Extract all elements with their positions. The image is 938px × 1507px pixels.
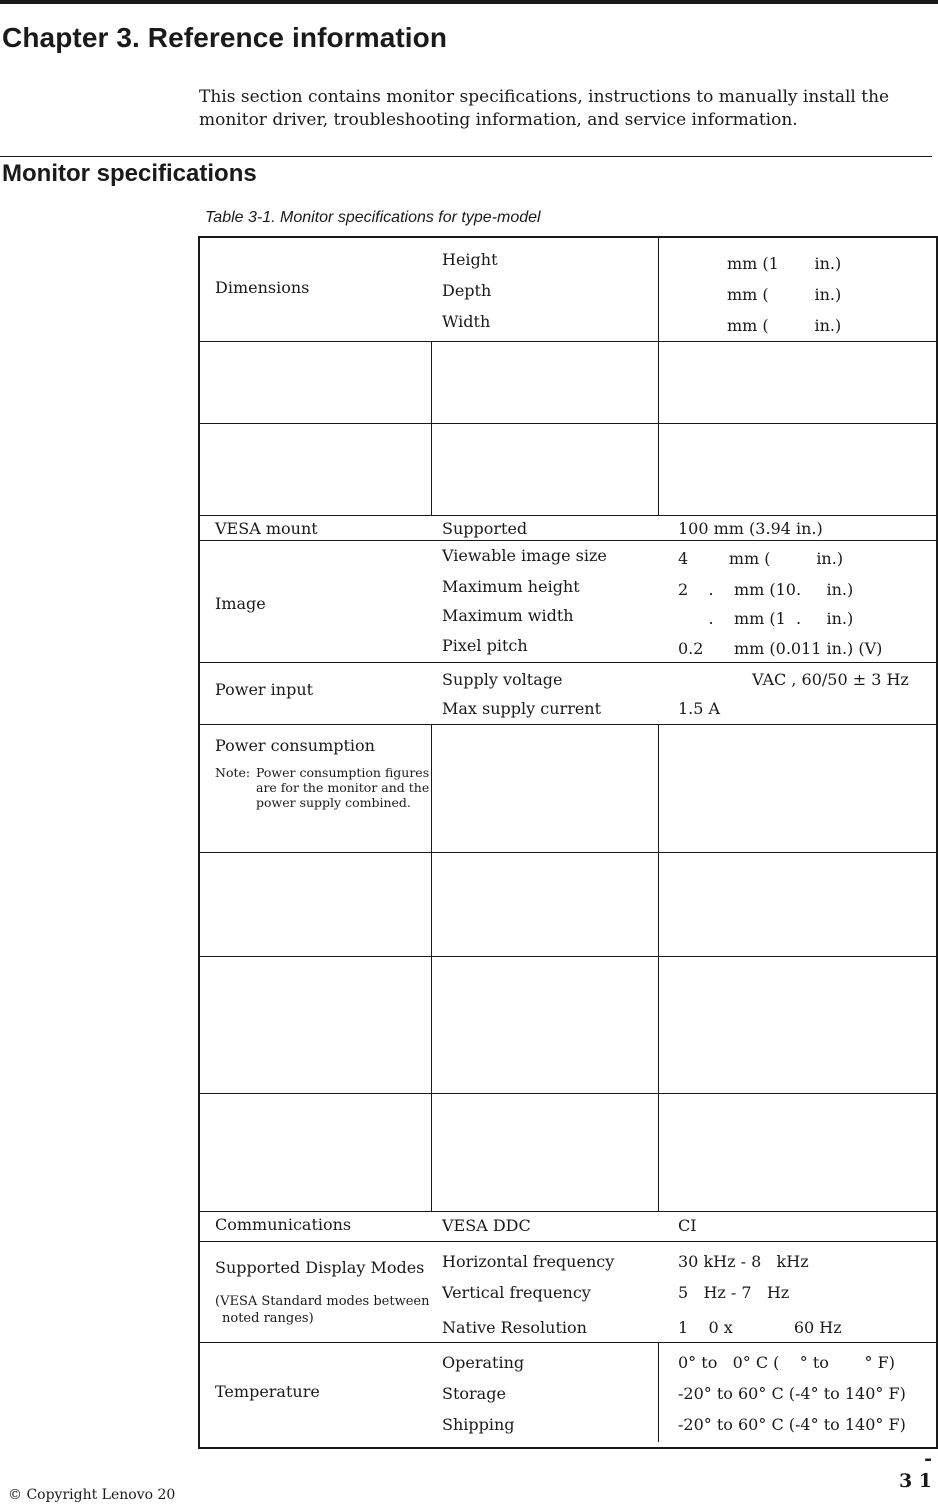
item-maximum-width: Maximum width bbox=[442, 606, 574, 625]
value-width: mm ( in.) bbox=[727, 316, 842, 335]
value-pixel-pitch: 0.2 mm (0.011 in.) (V) bbox=[678, 639, 883, 658]
item-storage: Storage bbox=[442, 1384, 506, 1403]
item-pixel-pitch: Pixel pitch bbox=[442, 636, 528, 655]
row-label-image: Image bbox=[215, 594, 266, 613]
row-divider bbox=[200, 423, 936, 424]
display-modes-note-1: (VESA Standard modes between bbox=[215, 1294, 430, 1309]
item-supported: Supported bbox=[442, 519, 528, 538]
row-divider bbox=[200, 1211, 936, 1212]
column-divider bbox=[658, 724, 659, 1211]
row-divider bbox=[200, 956, 936, 957]
table-caption: Table 3-1. Monitor specifications for type-model bbox=[205, 209, 541, 226]
value-height: mm (1 in.) bbox=[727, 254, 842, 273]
row-divider bbox=[200, 852, 936, 853]
item-horizontal-frequency: Horizontal frequency bbox=[442, 1252, 615, 1271]
row-label-temperature: Temperature bbox=[215, 1382, 320, 1401]
row-label-power-input: Power input bbox=[215, 680, 314, 699]
value-vesa-mount: 100 mm (3.94 in.) bbox=[678, 519, 823, 538]
item-depth: Depth bbox=[442, 281, 492, 300]
spec-table bbox=[198, 236, 938, 1449]
section-title: Monitor specifications bbox=[2, 160, 257, 187]
row-divider bbox=[200, 540, 936, 541]
row-label-display-modes: Supported Display Modes bbox=[215, 1258, 425, 1277]
row-label-communications: Communications bbox=[215, 1215, 352, 1234]
item-width: Width bbox=[442, 312, 491, 331]
intro-line-2: monitor driver, troubleshooting information, and service information. bbox=[199, 110, 798, 130]
item-native-resolution: Native Resolution bbox=[442, 1318, 587, 1337]
value-supply-voltage: VAC , 60/50 ± 3 Hz bbox=[752, 670, 909, 689]
power-note-line-2: are for the monitor and the bbox=[256, 780, 430, 795]
footer-copyright: © Copyright Lenovo 20 bbox=[8, 1487, 176, 1503]
top-rule bbox=[0, 0, 938, 4]
item-max-supply-current: Max supply current bbox=[442, 699, 602, 718]
row-label-vesa-mount: VESA mount bbox=[215, 519, 318, 538]
row-divider bbox=[200, 1093, 936, 1094]
page-number bbox=[899, 1448, 932, 1492]
intro-paragraph bbox=[199, 86, 919, 132]
item-height: Height bbox=[442, 250, 498, 269]
item-shipping: Shipping bbox=[442, 1415, 515, 1434]
power-note-line-3: power supply combined. bbox=[256, 795, 411, 810]
column-divider bbox=[658, 238, 659, 515]
section-rule bbox=[0, 156, 932, 157]
value-maximum-width: . mm (1 . in.) bbox=[678, 609, 854, 628]
value-maximum-height: 2 . mm (10. in.) bbox=[678, 580, 854, 599]
page-number-value: 3 1 bbox=[898, 1470, 932, 1492]
value-horizontal-frequency: 30 kHz - 8 kHz bbox=[678, 1252, 809, 1271]
display-modes-note-2: noted ranges) bbox=[222, 1311, 314, 1326]
value-max-supply-current: 1.5 A bbox=[678, 699, 721, 718]
row-divider bbox=[200, 515, 936, 516]
value-vertical-frequency: 5 Hz - 7 Hz bbox=[678, 1283, 790, 1302]
item-vesa-ddc: VESA DDC bbox=[442, 1216, 531, 1235]
column-divider bbox=[431, 724, 432, 1211]
row-label-power-consumption: Power consumption bbox=[215, 736, 375, 755]
row-divider bbox=[200, 724, 936, 725]
row-divider bbox=[200, 662, 936, 663]
chapter-title: Chapter 3. Reference information bbox=[2, 22, 448, 53]
page-number-dash: - bbox=[924, 1448, 932, 1470]
row-label-dimensions: Dimensions bbox=[215, 278, 310, 297]
intro-line-1: This section contains monitor specifications, instructions to manually install the bbox=[199, 87, 890, 107]
item-viewable-image-size: Viewable image size bbox=[442, 546, 607, 565]
value-communications: CI bbox=[678, 1216, 697, 1235]
value-viewable-image-size: 4 mm ( in.) bbox=[678, 549, 844, 568]
column-divider bbox=[658, 1342, 659, 1442]
row-divider bbox=[200, 1342, 936, 1343]
row-divider bbox=[200, 341, 936, 342]
value-depth: mm ( in.) bbox=[727, 285, 842, 304]
column-divider bbox=[431, 341, 432, 515]
value-operating: 0° to 0° C ( ° to ° F) bbox=[678, 1353, 895, 1372]
power-note-prefix: Note: bbox=[215, 765, 251, 780]
item-supply-voltage: Supply voltage bbox=[442, 670, 563, 689]
item-operating: Operating bbox=[442, 1353, 525, 1372]
row-divider bbox=[200, 1241, 936, 1242]
value-native-resolution: 1 0 x 60 Hz bbox=[678, 1318, 842, 1337]
value-storage: -20° to 60° C (-4° to 140° F) bbox=[678, 1384, 906, 1403]
item-maximum-height: Maximum height bbox=[442, 577, 580, 596]
power-note-line-1: Power consumption figures bbox=[256, 765, 430, 780]
value-shipping: -20° to 60° C (-4° to 140° F) bbox=[678, 1415, 906, 1434]
item-vertical-frequency: Vertical frequency bbox=[442, 1283, 591, 1302]
